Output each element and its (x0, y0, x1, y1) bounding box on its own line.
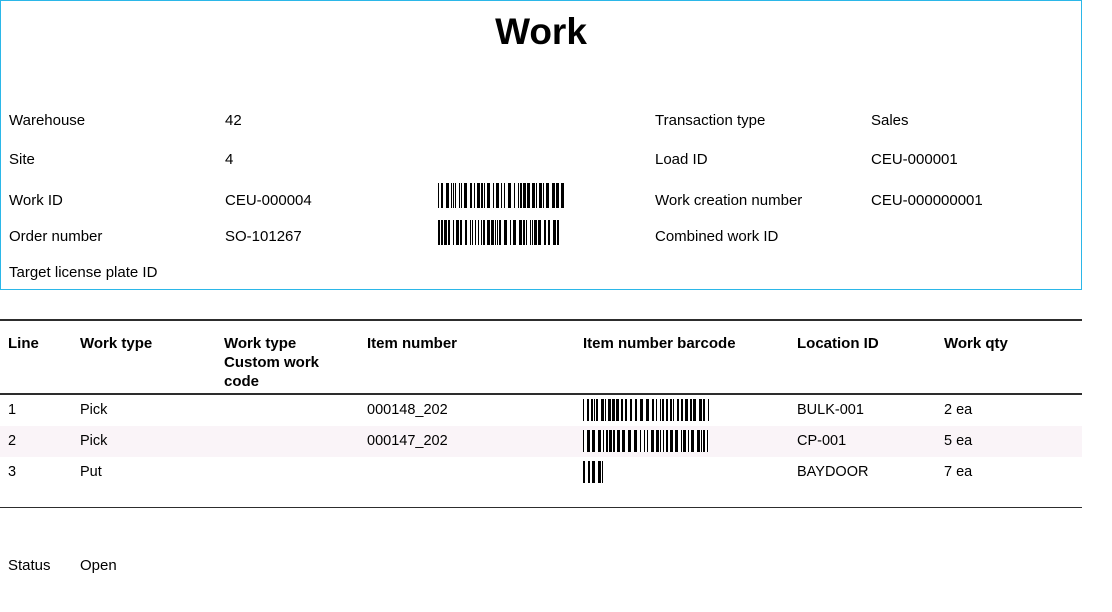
label-transaction-type: Transaction type (655, 112, 766, 129)
order-number-barcode (438, 220, 560, 245)
column-header-line2: Custom work (224, 354, 320, 371)
label-target-license-plate-id: Target license plate ID (9, 264, 158, 281)
work-lines-table (0, 321, 1082, 488)
cell-line: 3 (8, 464, 17, 480)
table-row (0, 426, 1082, 457)
cell-location-id: BULK-001 (797, 402, 864, 418)
column-header-work-type: Work type (80, 335, 153, 352)
status-value: Open (80, 557, 117, 574)
cell-work-qty: 5 ea (944, 433, 973, 449)
cell-item-number-barcode (583, 430, 709, 452)
column-header-work-type-custom-code (224, 334, 319, 391)
status-label: Status (8, 557, 51, 574)
cell-line: 1 (8, 402, 17, 418)
cell-location-id: CP-001 (797, 433, 847, 449)
label-order-number: Order number (9, 228, 103, 245)
cell-work-qty: 2 ea (944, 402, 973, 418)
page-title: Work (495, 11, 587, 52)
value-order-number: SO-101267 (225, 228, 302, 245)
label-site: Site (9, 151, 35, 168)
value-transaction-type: Sales (871, 112, 909, 129)
column-header-item-number-barcode: Item number barcode (583, 335, 736, 352)
header-card (0, 0, 1082, 290)
column-header-line1: Work type (224, 335, 297, 352)
cell-item-number-barcode (583, 399, 709, 421)
value-load-id: CEU-000001 (871, 151, 958, 168)
table-header-row (0, 321, 1082, 395)
table-bottom-rule (0, 507, 1082, 508)
value-warehouse: 42 (225, 112, 242, 129)
column-header-work-qty: Work qty (944, 335, 1008, 352)
label-combined-work-id: Combined work ID (655, 228, 779, 245)
cell-work-type: Pick (80, 402, 108, 418)
value-work-creation-number: CEU-000000001 (871, 192, 983, 209)
value-work-id: CEU-000004 (225, 192, 312, 209)
column-header-location-id: Location ID (797, 335, 879, 352)
label-work-id: Work ID (9, 192, 63, 209)
cell-line: 2 (8, 433, 17, 449)
value-site: 4 (225, 151, 234, 168)
work-id-barcode (438, 183, 566, 208)
cell-work-type: Pick (80, 433, 108, 449)
cell-location-id: BAYDOOR (797, 464, 869, 480)
table-row (0, 457, 1082, 488)
cell-item-number: 000148_202 (367, 402, 448, 418)
table-row (0, 395, 1082, 426)
label-work-creation-number: Work creation number (655, 192, 803, 209)
column-header-line3: code (224, 373, 260, 390)
label-load-id: Load ID (655, 151, 708, 168)
label-warehouse: Warehouse (9, 112, 86, 129)
cell-work-type: Put (80, 464, 102, 480)
cell-work-qty: 7 ea (944, 464, 973, 480)
cell-item-number-barcode (583, 461, 603, 483)
column-header-line: Line (8, 335, 39, 352)
cell-item-number: 000147_202 (367, 433, 448, 449)
column-header-item-number: Item number (367, 335, 458, 352)
